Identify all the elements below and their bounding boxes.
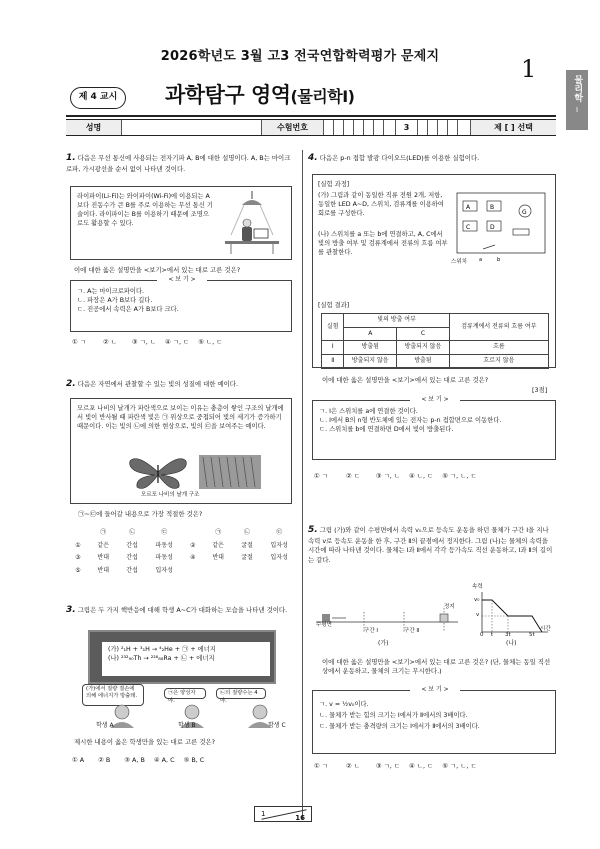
q4-points: [3점] <box>532 386 548 394</box>
q5-surface-label: 수평면 <box>316 622 332 628</box>
q1-number: 1. <box>66 153 76 163</box>
svg-text:a: a <box>479 257 483 263</box>
q2-cell: 같은 <box>97 541 110 549</box>
q3-choices <box>72 756 302 765</box>
q3-reaction-na: (나) ²³²₉₀Th → ²²⁸₈₈Ra + ㉡ + 에너지 <box>108 655 215 663</box>
q5-fig-label-na: (나) <box>506 640 517 647</box>
q5-v0-label: v₀ <box>474 597 480 603</box>
exam-no-box[interactable] <box>437 120 447 135</box>
q1-choice[interactable]: ② ㄴ <box>102 338 117 346</box>
q4-result-row <box>322 341 549 355</box>
q4-led-circuit <box>453 189 551 271</box>
q2-cell: ④ <box>190 554 196 562</box>
q4-bogi-item: ㄴ. Ⅰ에서 B의 n형 반도체에 있는 전자는 p-n 접합면으로 이동한다. <box>319 416 502 424</box>
svg-text:C: C <box>466 224 471 231</box>
q1-choices <box>72 338 302 347</box>
q4-choice[interactable]: ① ㄱ <box>314 472 328 480</box>
q1-bogi-item: ㄱ. A는 마이크로파이다. <box>77 287 145 295</box>
q2-stem: 다음은 자연에서 관찰할 수 있는 빛의 성질에 대한 예이다. <box>77 380 239 388</box>
side-tab-num: I <box>575 106 579 115</box>
subject-title <box>165 80 354 110</box>
side-tab-label: 물리학 <box>572 75 583 102</box>
q5-tick: 5t <box>529 632 535 638</box>
q3-board-panel <box>102 642 270 676</box>
q1-passage: 라이파이(Li-Fi)는 와이파이(Wi-Fi)에 이용되는 A보다 진동수가 큰 B를 주로 이용하는 무선 통신 기술이다. 라이파이는 B를 이용하기 때문에 조명으로도 활용할 수 있다. <box>77 193 213 228</box>
q5-tick: t <box>491 632 494 638</box>
q2-answer-table <box>66 526 298 579</box>
q5-v-label: v <box>476 612 480 618</box>
q2-col-head: ㉠ <box>100 529 107 536</box>
q5-section2-label: 구간 Ⅱ <box>404 628 420 634</box>
q3-stem: 그림은 두 가지 핵반응에 대해 학생 A~C가 대화하는 모습을 나타낸 것이다. <box>77 606 288 614</box>
q4-cell: Ⅱ <box>322 355 344 369</box>
q5-tick: 3t <box>505 632 511 638</box>
q2-col-head: ㉢ <box>276 529 283 536</box>
q4-choice[interactable]: ③ ㄱ, ㄴ <box>375 472 401 480</box>
q2-cell: 파동성 <box>155 541 173 549</box>
q4-cell: 방출됨 <box>344 341 397 355</box>
q4-cell: 방출됨 <box>397 355 450 369</box>
q4-result-title: [실험 결과] <box>318 302 350 309</box>
q2-cell: 입자성 <box>270 554 288 562</box>
exam-no-box[interactable] <box>323 120 333 135</box>
svg-text:G: G <box>522 209 527 216</box>
q5-choice[interactable]: ② ㄴ <box>345 762 360 770</box>
q4-cell: 방출되지 않음 <box>344 355 397 369</box>
question-5 <box>308 524 556 565</box>
q4-th-light: 빛의 방출 여부 <box>344 314 449 328</box>
column-divider <box>302 150 303 820</box>
q1-passage-box <box>70 186 292 260</box>
q5-choice[interactable]: ⑤ ㄱ, ㄴ, ㄷ <box>442 762 477 770</box>
q5-speed-axis-label: 속력 <box>472 584 483 590</box>
q5-number: 5. <box>308 525 318 535</box>
q5-choices <box>314 762 558 771</box>
q2-passage-box <box>70 398 292 504</box>
q5-section1-label: 구간 Ⅰ <box>364 628 378 634</box>
q4-bogi-title: < 보 기 > <box>410 396 460 405</box>
q1-bogi-item: ㄷ. 진공에서 속력은 A가 B보다 크다. <box>77 305 179 313</box>
svg-text:B: B <box>490 204 495 211</box>
q5-bogi-item: ㄴ. 물체가 받는 힘의 크기는 Ⅰ에서가 Ⅱ에서의 3배이다. <box>319 712 468 720</box>
q5-stop-label: 정지 <box>444 604 455 610</box>
q2-col-head: ㉡ <box>244 529 251 536</box>
q2-figure-caption: 모르포 나비의 날개 구조 <box>141 492 200 498</box>
q2-passage: 모르포 나비의 날개가 파란색으로 보이는 이유는 충층이 쌓인 구조의 날개에서 빛이 반사될 때 파란색 빛은 ㉠ 위상으로 중첩되어 빛의 세기가 증가하기 때문이다. 이는 빛의 ㉡에 의한 현상으로, 빛의 ㉢을 보여주는 예이다. <box>77 405 284 431</box>
q5-choice[interactable]: ① ㄱ <box>314 762 328 770</box>
q5-bogi-title: < 보 기 > <box>410 686 460 695</box>
q4-cell: 방출되지 않음 <box>397 341 450 355</box>
q4-stem: 다음은 p-n 접합 발광 다이오드(LED)를 이용한 실험이다. <box>319 154 480 162</box>
q3-prompt: 제시한 내용이 옳은 학생만을 있는 대로 고른 것은? <box>74 738 216 746</box>
exam-no-digit: 3 <box>395 120 417 135</box>
period-badge: 제 4 교시 <box>70 87 126 109</box>
q2-col-head: ㉠ <box>215 529 222 536</box>
q3-choice[interactable]: ② B <box>98 756 111 764</box>
page-indicator <box>254 806 312 822</box>
q2-cell: 입자성 <box>155 567 173 575</box>
q3-bubble-a: (가)에서 질량 결손에 의해 에너지가 방출돼. <box>82 684 144 706</box>
exam-no-box[interactable] <box>417 120 427 135</box>
q2-cell: 간섭 <box>126 554 138 562</box>
q1-choice[interactable]: ③ ㄱ, ㄴ <box>131 338 157 346</box>
q2-cell: ⑤ <box>75 567 81 575</box>
q5-fig-label-ga: (가) <box>378 640 389 647</box>
q5-bogi-box <box>312 686 556 754</box>
q4-process-na: (나) 스위치를 a 또는 b에 연결하고, A, C에서 빛의 방출 여부 및 검류계에서 전류의 흐름 여부를 관찰한다. <box>318 231 448 257</box>
q2-cell: 간섭 <box>126 567 138 575</box>
name-field[interactable] <box>121 120 261 135</box>
q5-stem: 그림 (가)와 같이 수평면에서 속력 v₀으로 등속도 운동을 하던 물체가 구간 Ⅰ을 지나 속력 v로 등속도 운동을 한 후, 구간 Ⅱ의 끝점에서 정지한다. 그림 (나)는 물체의 속력을 시간에 따라 나타낸 것이다. 물체는 Ⅰ과 Ⅱ에서 각각 등가속도 직선 운동하고, Ⅰ과 Ⅱ의 길이는 같다. <box>308 526 553 564</box>
q4-cell: 흐름 <box>449 341 548 355</box>
q4-process-title: [실험 과정] <box>318 181 350 188</box>
q5-figure-ga <box>312 592 462 636</box>
q2-cell: 파동성 <box>155 554 173 562</box>
q5-choice[interactable]: ④ ㄴ, ㄷ <box>409 762 434 770</box>
q4-choice[interactable]: ② ㄷ <box>345 472 360 480</box>
q4-th-exp: 실험 <box>322 314 344 341</box>
q2-number: 2. <box>66 379 76 389</box>
q4-number: 4. <box>308 153 318 163</box>
q4-result-row <box>322 355 549 369</box>
q3-choice[interactable]: ③ A, B <box>124 756 145 764</box>
q3-bubble-b: ㉠은 양성자야. <box>164 688 206 699</box>
morpho-butterfly-image <box>127 453 189 491</box>
q1-stem: 다음은 무선 통신에 사용되는 전자기파 A, B에 대한 설명이다. A, B는 마이크로파, 가시광선을 순서 없이 나타낸 것이다. <box>66 154 291 174</box>
q2-answer-row[interactable] <box>68 566 296 577</box>
exam-no-box[interactable] <box>363 120 373 135</box>
q1-bogi-item: ㄴ. 파장은 A가 B보다 길다. <box>77 296 153 304</box>
name-label: 성명 <box>66 120 121 135</box>
q5-bogi-item: ㄷ. 물체가 받는 충격량의 크기는 Ⅰ에서가 Ⅱ에서의 3배이다. <box>319 723 480 731</box>
question-3 <box>66 604 294 617</box>
wing-structure-image <box>199 455 261 489</box>
subject-paren: (물리학Ⅰ) <box>290 87 355 106</box>
q2-cell: 굴절 <box>241 554 253 562</box>
q4-bogi-item: ㄷ. 스위치를 b에 연결하면 D에서 빛이 방출된다. <box>319 425 454 433</box>
q4-th-current: 검류계에서 전류의 흐름 여부 <box>449 314 548 341</box>
q4-th-c: C <box>397 327 450 341</box>
svg-text:D: D <box>490 224 495 231</box>
q4-switch-label: 스위치 <box>451 259 467 265</box>
question-1 <box>66 152 294 174</box>
q2-cell: 굴절 <box>241 541 253 549</box>
q2-col-head: ㉢ <box>161 529 168 536</box>
exam-no-box[interactable] <box>427 120 437 135</box>
subject-name: 과학탐구 영역 <box>165 83 291 107</box>
q2-col-head: ㉡ <box>129 529 136 536</box>
q4-choice[interactable]: ⑤ ㄱ, ㄴ, ㄷ <box>442 472 477 480</box>
q2-cell: 반대 <box>97 567 110 575</box>
exam-no-box[interactable] <box>383 120 395 135</box>
student-a-label: 학생 A <box>96 722 114 729</box>
footer-page: 1 <box>261 810 266 818</box>
q4-bogi-box <box>312 396 556 460</box>
q1-choice[interactable]: ④ ㄱ, ㄷ <box>165 338 190 346</box>
question-4 <box>308 152 556 165</box>
exam-no-box[interactable] <box>457 120 470 135</box>
svg-text:A: A <box>466 204 471 211</box>
q5-choice[interactable]: ③ ㄱ, ㄷ <box>375 762 401 770</box>
q4-bogi-item: ㄱ. Ⅰ은 스위치를 a에 연결한 것이다. <box>319 407 418 415</box>
q2-cell: ② <box>190 541 196 549</box>
q4-prompt: 이에 대한 옳은 설명만을 <보기>에서 있는 대로 고른 것은? <box>322 376 489 384</box>
q2-cell: 반대 <box>212 554 224 562</box>
q1-prompt: 이에 대한 옳은 설명만을 <보기>에서 있는 대로 고른 것은? <box>74 266 241 274</box>
q4-cell: Ⅰ <box>322 341 344 355</box>
subject-side-tab <box>566 70 588 130</box>
q3-choice[interactable]: ① A <box>72 756 85 764</box>
q2-cell: 반대 <box>97 554 110 562</box>
q3-choice[interactable]: ⑤ B, C <box>183 756 205 764</box>
q4-cell: 흐르지 않음 <box>449 355 548 369</box>
q5-prompt: 이에 대한 옳은 설명만을 <보기>에서 있는 대로 고른 것은? (단, 물체는 동일 직선상에서 운동하고, 물체의 크기는 무시한다.) <box>322 658 551 676</box>
q3-number: 3. <box>66 605 76 615</box>
footer-total: 16 <box>295 814 305 822</box>
q3-bubble-c: ㉡의 질량수는 4야. <box>216 688 266 699</box>
svg-text:b: b <box>497 257 501 263</box>
q4-result-table <box>321 313 549 369</box>
q4-process-ga: (가) 그림과 같이 동일한 직류 전원 2개, 저항, 동일한 LED A~D, 스위치, 검류계를 이용하여 회로를 구성한다. <box>318 192 444 218</box>
lifi-illustration <box>217 191 287 255</box>
page-number: 1 <box>521 55 537 83</box>
q5-bogi-item: ㄱ. v = ½v₀이다. <box>319 700 369 708</box>
q2-answer-row[interactable] <box>68 553 296 564</box>
q2-cell: 간섭 <box>126 541 138 549</box>
q2-cell: ① <box>75 541 81 549</box>
q5-tick: 0 <box>480 632 484 638</box>
q1-bogi-box <box>70 276 292 332</box>
q1-bogi-title: < 보 기 > <box>157 276 207 285</box>
exam-no-box[interactable] <box>447 120 457 135</box>
question-2 <box>66 378 294 391</box>
q5-time-axis-label: 시간 <box>540 626 551 632</box>
q4-choice[interactable]: ④ ㄴ, ㄷ <box>409 472 434 480</box>
q2-prompt: ㉠~㉢에 들어갈 내용으로 가장 적절한 것은? <box>78 510 203 518</box>
student-b-label: 학생 B <box>178 722 196 729</box>
candidate-info-row <box>66 119 556 136</box>
exam-no-box[interactable] <box>373 120 383 135</box>
q2-cell: 같은 <box>212 541 224 549</box>
student-c-label: 학생 C <box>268 722 286 729</box>
q1-choice[interactable]: ⑤ ㄴ, ㄷ <box>198 338 223 346</box>
q2-cell: 입자성 <box>270 541 288 549</box>
q4-experiment-box <box>312 174 556 368</box>
q2-answer-row[interactable] <box>68 541 296 552</box>
q3-reaction-ga: (가) ²₁H + ³₁H → ⁴₂He + ㉠ + 에너지 <box>108 646 216 653</box>
exam-no-box[interactable] <box>333 120 343 135</box>
exam-no-box[interactable] <box>353 120 363 135</box>
q3-choice[interactable]: ④ A, C <box>153 756 175 764</box>
q3-blackboard <box>88 630 276 684</box>
header-rule <box>66 115 556 117</box>
q4-choices <box>314 472 558 481</box>
q4-th-a: A <box>344 327 397 341</box>
select-label: 제 [ ] 선택 <box>470 120 556 135</box>
exam-no-label: 수험번호 <box>261 120 323 135</box>
q2-cell: ③ <box>75 554 81 562</box>
q1-choice[interactable]: ① ㄱ <box>72 338 86 346</box>
exam-title: 2026학년도 3월 고3 전국연합학력평가 문제지 <box>160 49 440 64</box>
exam-no-box[interactable] <box>343 120 353 135</box>
